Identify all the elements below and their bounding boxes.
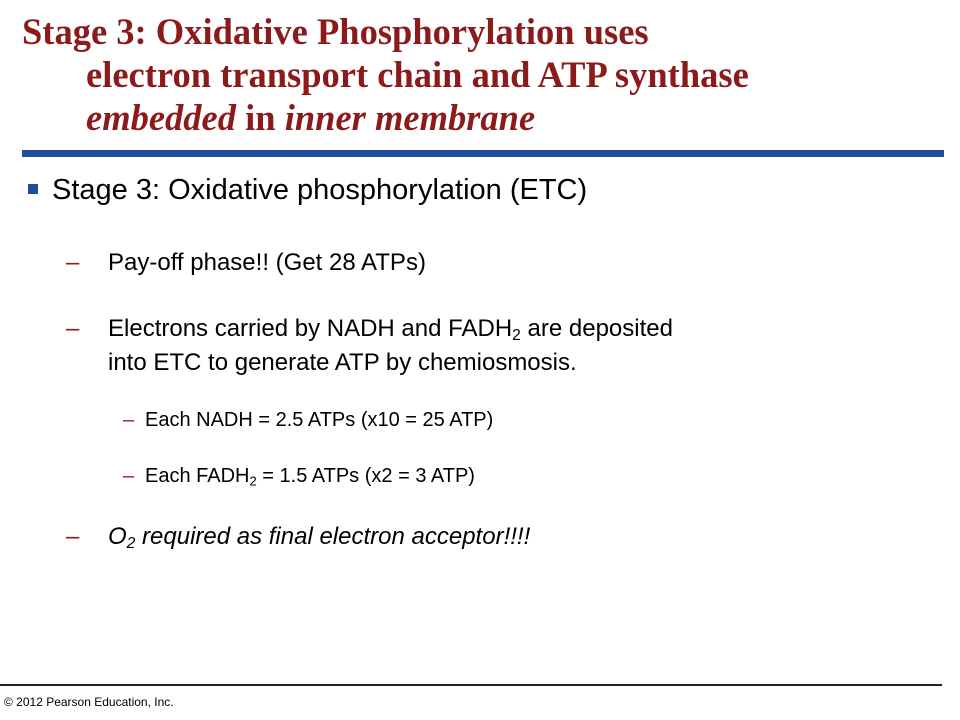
- title-line-2: electron transport chain and ATP synthase: [86, 54, 749, 95]
- bullet-electrons-line2-text: into ETC to generate ATP by chemiosmosis.: [108, 349, 577, 376]
- bullet-stage3: [28, 170, 587, 210]
- title-in: in: [236, 97, 285, 138]
- fadh2-subscript: 2: [249, 473, 257, 489]
- bullet-electrons-text-b: are deposited: [520, 315, 673, 342]
- o2-subscript: 2: [126, 534, 136, 552]
- dash-bullet-icon: –: [66, 315, 80, 342]
- bullet-fadh-text-a: Each FADH: [145, 465, 250, 487]
- bullet-fadh-text-b: = 1.5 ATPs (x2 = 3 ATP): [256, 465, 475, 487]
- bullet-oxygen-text-b: required as final electron acceptor!!!!: [135, 523, 531, 550]
- dash-bullet-icon: –: [123, 465, 135, 487]
- bullet-payoff: [66, 246, 426, 279]
- fadh-subscript: 2: [512, 326, 521, 344]
- title-embedded: embedded: [86, 97, 236, 138]
- title-inner-membrane: inner membrane: [284, 97, 536, 138]
- bullet-oxygen-text-a: O: [108, 523, 127, 550]
- bullet-electrons-line2: [108, 346, 577, 379]
- dash-bullet-icon: –: [66, 249, 80, 276]
- bullet-electrons-text-a: Electrons carried by NADH and FADH: [108, 315, 513, 342]
- bullet-payoff-text: Pay-off phase!! (Get 28 ATPs): [108, 249, 426, 276]
- bullet-stage3-text: Stage 3: Oxidative phosphorylation (ETC): [52, 174, 588, 206]
- copyright-footer: © 2012 Pearson Education, Inc.: [4, 695, 174, 709]
- bullet-electrons: [66, 312, 673, 345]
- bullet-oxygen: [66, 520, 531, 553]
- bullet-fadh: [123, 462, 475, 490]
- bullet-nadh-text: Each NADH = 2.5 ATPs (x10 = 25 ATP): [145, 409, 494, 431]
- dash-bullet-icon: –: [123, 409, 135, 431]
- dash-bullet-icon: –: [66, 523, 80, 550]
- square-bullet-icon: [28, 184, 38, 194]
- bullet-nadh: [123, 406, 494, 434]
- title-line-1: Stage 3: Oxidative Phosphorylation uses: [22, 11, 649, 52]
- footer-divider: [0, 684, 942, 686]
